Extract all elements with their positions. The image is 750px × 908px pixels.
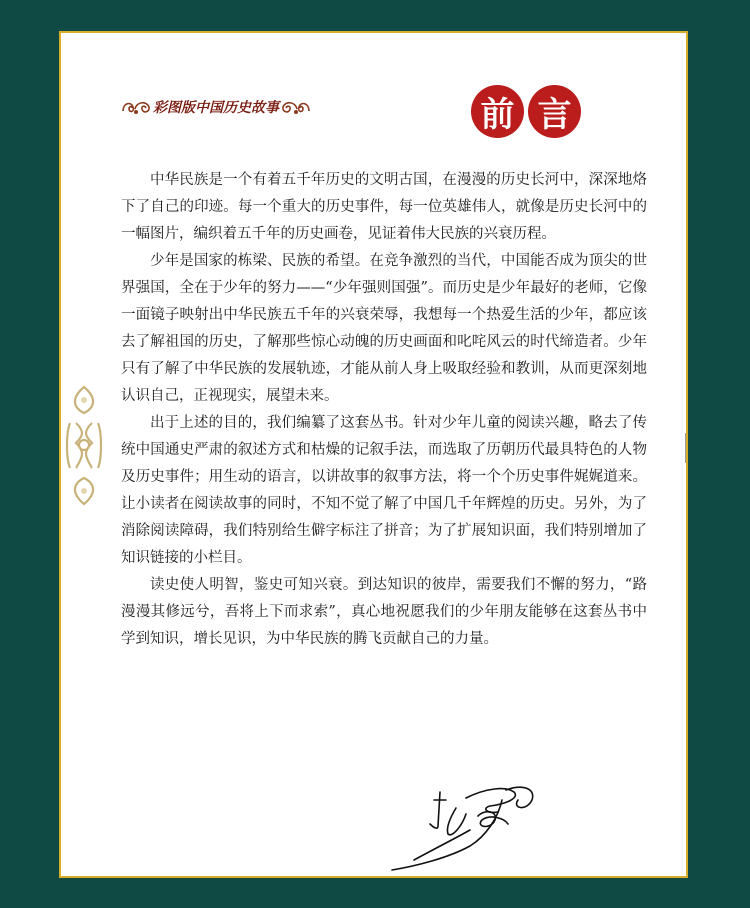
title-badge-2: 言 [528, 85, 581, 138]
cloud-pattern-ornament-icon [64, 383, 104, 508]
preface-page [59, 31, 688, 878]
paragraph: 少年是国家的栋梁、民族的希望。在竞争激烈的当代，中国能否成为顶尖的世界强国，全在于少年的努力——“少年强则国强”。而历史是少年最好的老师，它像一面镜子映射出中华民族五千年的兴衰荣辱，我想每一个热爱生活的少年，都应该去了解祖国的历史，了解那些惊心动魄的历史画面和叱咤风云的时代缔造者。少年只有了解了中华民族的发展轨迹，才能从前人身上吸取经验和教训，从而更深刻地认识自己，正视现实，展望未来。 [121, 253, 647, 404]
title-badge-1: 前 [471, 85, 524, 138]
handwritten-signature [386, 778, 546, 873]
paragraph: 读史使人明智，鉴史可知兴衰。到达知识的彼岸，需要我们不懈的努力，“路漫漫其修远兮，吾将上下而求索”，真心地祝愿我们的少年朋友能够在这套丛书中学到知识，增长见识，为中华民族的腾飞贡献自己的力量。 [121, 577, 647, 647]
paragraph: 出于上述的目的，我们编纂了这套丛书。针对少年儿童的阅读兴趣，略去了传统中国通史严肃的叙述方式和枯燥的记叙手法，而选取了历朝历代最具特色的人物及历史事件；用生动的语言，以讲故事的叙事方法，将一个个历史事件娓娓道来。让小读者在阅读故事的同时，不知不觉了解了中国几千年辉煌的历史。另外，为了消除阅读障碍，我们特别给生僻字标注了拼音；为了扩展知识面，我们特别增加了知识链接的小栏目。 [121, 415, 647, 566]
cloud-scroll-ornament-icon [281, 97, 311, 117]
series-header [121, 97, 311, 117]
cloud-scroll-ornament-icon [121, 97, 151, 117]
series-title: 彩图版中国历史故事 [153, 100, 279, 116]
page-edge-mark [685, 433, 686, 463]
preface-title [471, 85, 581, 138]
paragraph: 中华民族是一个有着五千年历史的文明古国，在漫漫的历史长河中，深深地烙下了自己的印迹。每一个重大的历史事件，每一位英雄伟人，就像是历史长河中的一幅图片，编织着五千年的历史画卷，见证着伟大民族的兴衰历程。 [121, 172, 647, 242]
preface-body [121, 167, 647, 653]
